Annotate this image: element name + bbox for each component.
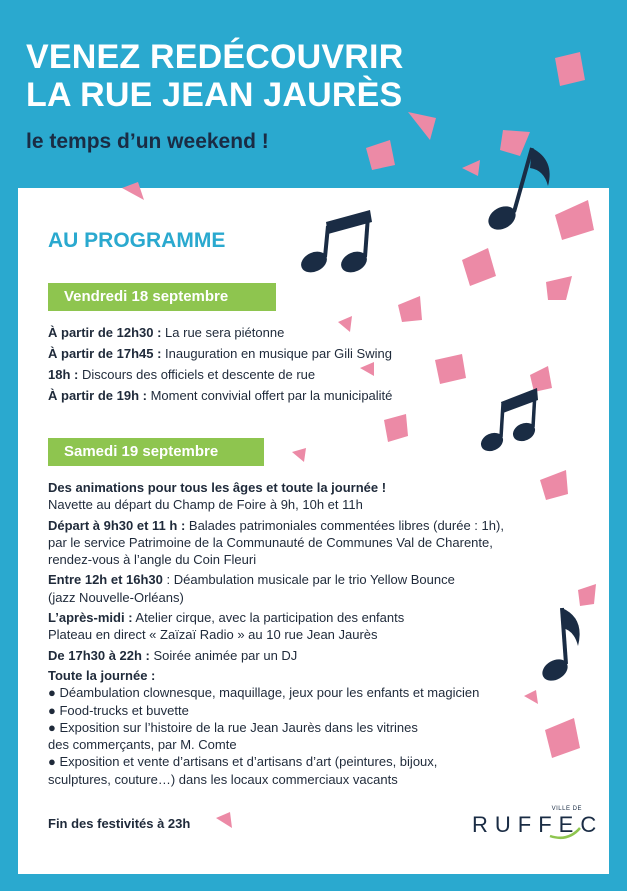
confetti-icon [366,140,395,170]
saturday-badge: Samedi 19 septembre [48,438,264,466]
schedule-line: L’après-midi : Atelier cirque, avec la participation des enfants [48,610,405,626]
saturday-schedule [48,479,504,788]
allday-title: Toute la journée : [48,667,156,683]
confetti-icon [555,52,585,86]
schedule-line: Plateau en direct « Zaïzaï Radio » au 10 rue Jean Jaurès [48,627,378,643]
headline [26,38,403,114]
bullet-line: sculptures, couture…) dans les locaux commerciaux vacants [48,771,398,787]
friday-badge: Vendredi 18 septembre [48,283,276,311]
schedule-line: Entre 12h et 16h30 : Déambulation musicale par le trio Yellow Bounce [48,572,455,588]
confetti-icon [462,160,480,176]
schedule-line: À partir de 19h : Moment convivial offert par la municipalité [48,388,393,403]
logo-swoosh-icon [472,806,584,840]
bullet-line: des commerçants, par M. Comte [48,737,237,753]
ruffec-logo [472,806,604,840]
schedule-line: De 17h30 à 22h : Soirée animée par un DJ [48,647,298,663]
logo-top-text: VILLE DE [551,806,582,812]
headline-line-1: VENEZ REDÉCOUVRIR [26,38,404,76]
intro-line: Navette au départ du Champ de Foire à 9h, 10h et 11h [48,497,363,513]
closing-line: Fin des festivités à 23h [48,816,191,831]
bullet-line: ● Food-trucks et buvette [48,702,189,718]
confetti-icon [408,112,436,140]
schedule-line: Départ à 9h30 et 11 h : Balades patrimoniales commentées libres (durée : 1h), [48,517,504,533]
bullet-line: ● Déambulation clownesque, maquillage, jeux pour les enfants et magicien [48,685,480,701]
subtitle: le temps d’un weekend ! [26,130,269,153]
bullet-line: ● Exposition et vente d’artisans et d’artisans d’art (peintures, bijoux, [48,754,438,770]
headline-line-2: LA RUE JEAN JAURÈS [26,76,403,114]
friday-schedule [48,322,392,406]
confetti-icon [500,130,530,156]
intro-bold: Des animations pour tous les âges et toute la journée ! [48,480,387,495]
schedule-line: rendez-vous à l’angle du Coin Fleuri [48,552,257,568]
schedule-line: 18h : Discours des officiels et descente de rue [48,367,316,382]
programme-title: AU PROGRAMME [48,229,226,252]
logo-word: RUFFEC [472,812,604,837]
schedule-line: (jazz Nouvelle-Orléans) [48,589,184,605]
schedule-line: À partir de 12h30 : La rue sera piétonne [48,325,285,340]
schedule-line: par le service Patrimoine de la Communauté de Communes Val de Charente, [48,534,493,550]
bullet-line: ● Exposition sur l’histoire de la rue Jean Jaurès dans les vitrines [48,719,418,735]
schedule-line: À partir de 17h45 : Inauguration en musique par Gili Swing [48,346,392,361]
